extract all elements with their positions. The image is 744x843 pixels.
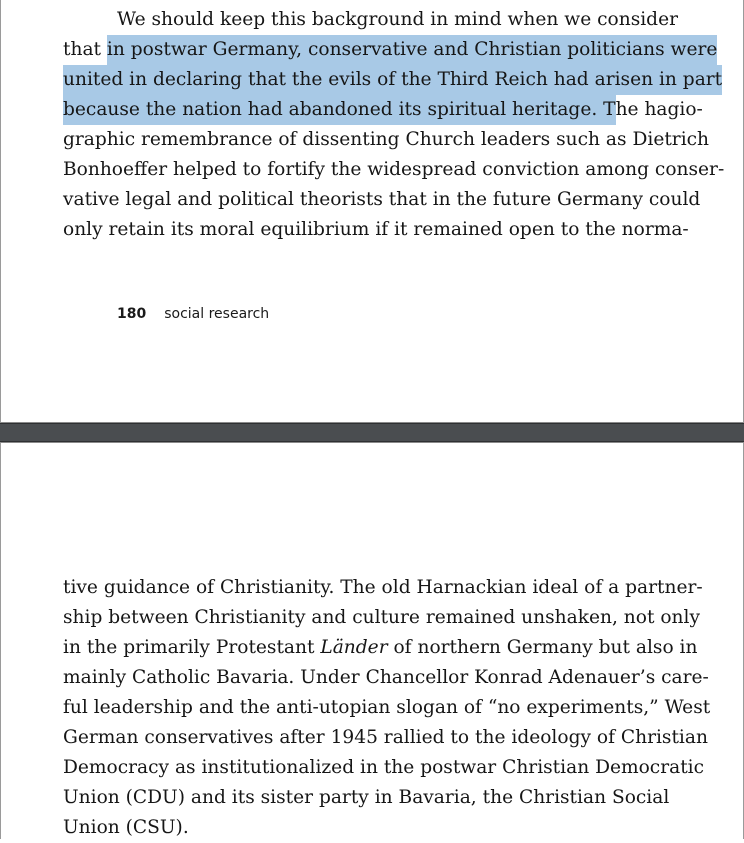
- line-text: German conservatives after 1945 rallied to the ideology of Christian: [63, 727, 708, 748]
- line-text: We should keep this background in mind when we consider: [117, 9, 678, 30]
- text-line: [63, 783, 693, 813]
- page-separator: [0, 423, 744, 442]
- text-line: [63, 663, 709, 693]
- line-text: ship between Christianity and culture remained unshaken, not only: [63, 607, 700, 628]
- text-line: [63, 603, 700, 633]
- text-line: [63, 693, 711, 723]
- line-text: of northern Germany but also in: [387, 637, 698, 658]
- line-text: in the primarily Protestant: [63, 637, 321, 658]
- text-line: [63, 35, 718, 65]
- line-text: only retain its moral equilibrium if it remained open to the norma-: [63, 219, 689, 240]
- text-line: [63, 125, 710, 155]
- page-number: 180: [117, 306, 147, 322]
- text-selection-highlight[interactable]: because the nation had abandoned its spiritual heritage. T: [63, 95, 616, 125]
- journal-title: social research: [164, 306, 270, 322]
- text-line: [63, 185, 701, 215]
- text-line: [63, 633, 698, 663]
- line-text: ful leadership and the anti-utopian slogan of “no experiments,” West: [63, 697, 711, 718]
- line-text: that: [63, 39, 107, 60]
- bottom-page: [0, 442, 744, 839]
- text-line: [63, 65, 723, 95]
- text-line: [63, 95, 703, 125]
- text-line: [63, 723, 708, 753]
- line-text: Democracy as institutionalized in the postwar Christian Democratic: [63, 757, 705, 778]
- text-line: [117, 5, 693, 35]
- italic-term: Länder: [320, 637, 388, 658]
- line-text: mainly Catholic Bavaria. Under Chancellor Konrad Adenauer’s care-: [63, 667, 709, 688]
- line-text: Bonhoeffer helped to fortify the widespread conviction among conser-: [63, 159, 725, 180]
- text-selection-highlight[interactable]: in postwar Germany, conservative and Christian politicians were: [107, 35, 717, 65]
- text-selection-highlight[interactable]: united in declaring that the evils of the Third Reich had arisen in part: [63, 65, 722, 95]
- text-line: [63, 573, 703, 603]
- text-line: [63, 215, 693, 245]
- line-text: Union (CDU) and its sister party in Bavaria, the Christian Social: [63, 787, 670, 808]
- text-line: [63, 813, 693, 839]
- page-footer: [117, 303, 269, 325]
- text-line: [63, 155, 725, 185]
- line-text: he hagio-: [615, 99, 703, 120]
- line-text: vative legal and political theorists that in the future Germany could: [63, 189, 701, 210]
- line-text: Union (CSU).: [63, 817, 189, 838]
- text-line: [63, 753, 705, 783]
- line-text: tive guidance of Christianity. The old Harnackian ideal of a partner-: [63, 577, 703, 598]
- line-text: graphic remembrance of dissenting Church leaders such as Dietrich: [63, 129, 710, 150]
